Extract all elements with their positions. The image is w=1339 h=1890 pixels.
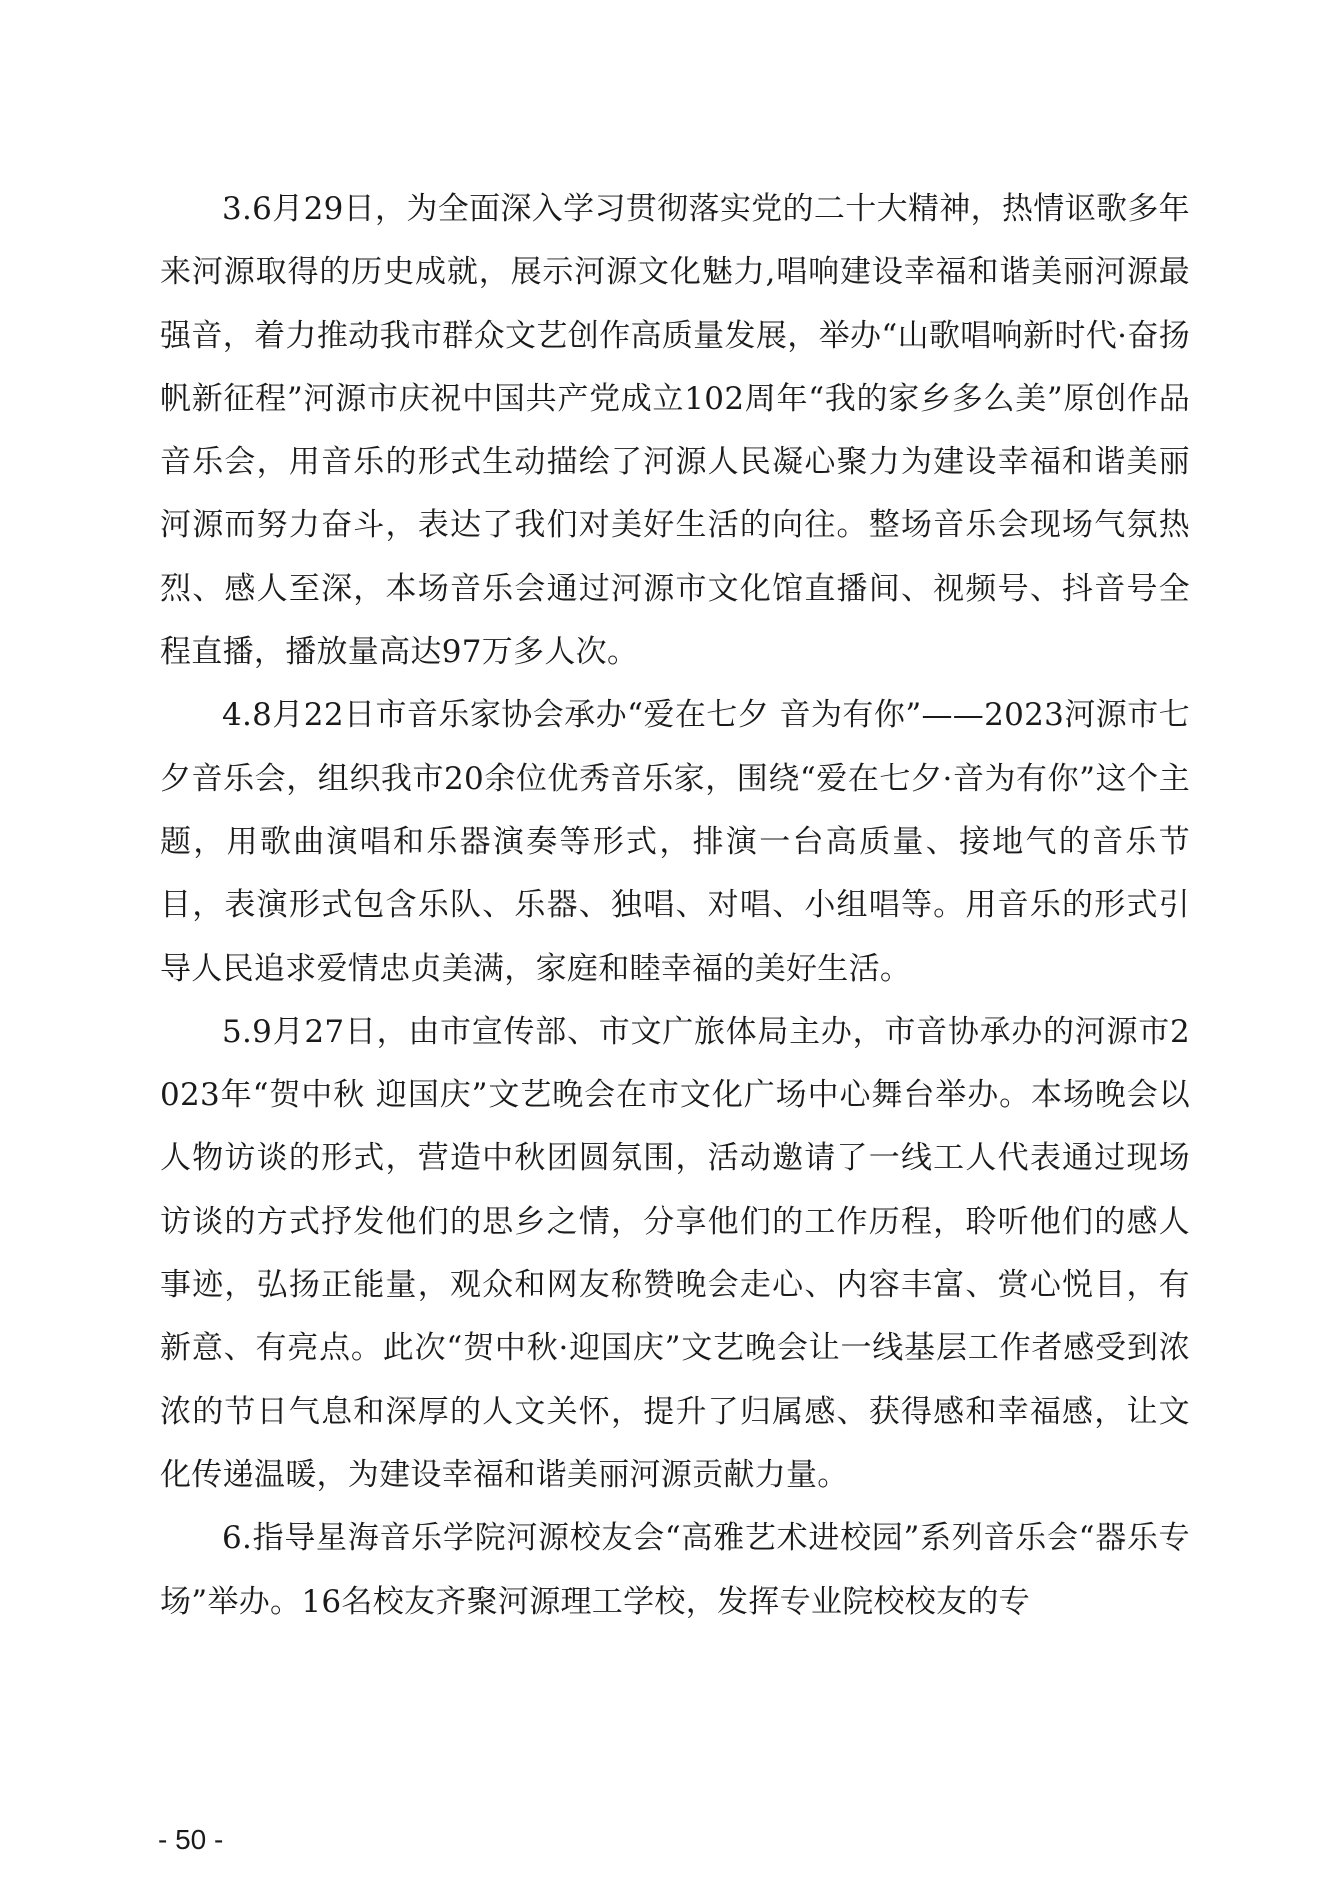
paragraph-6: 6.指导星海音乐学院河源校友会“高雅艺术进校园”系列音乐会“器乐专场”举办。16名校友齐聚河源理工学校，发挥专业院校校友的专 — [160, 1520, 1190, 1620]
body-text — [160, 178, 1190, 1634]
page-number: - 50 - — [158, 1824, 224, 1855]
paragraph-3: 3.6月29日，为全面深入学习贯彻落实党的二十大精神，热情讴歌多年来河源取得的历史成就，展示河源文化魅力,唱响建设幸福和谐美丽河源最强音，着力推动我市群众文艺创作高质量发展，举办“山歌唱响新时代·奋扬帆新征程”河源市庆祝中国共产党成立102周年“我的家乡多么美”原创作品音乐会，用音乐的形式生动描绘了河源人民凝心聚力为建设幸福和谐美丽河源而努力奋斗，表达了我们对美好生活的向往。整场音乐会现场气氛热烈、感人至深，本场音乐会通过河源市文化馆直播间、视频号、抖音号全程直播，播放量高达97万多人次。 — [160, 191, 1190, 671]
paragraph-4: 4.8月22日市音乐家协会承办“爱在七夕 音为有你”——2023河源市七夕音乐会，组织我市20余位优秀音乐家，围绕“爱在七夕·音为有你”这个主题，用歌曲演唱和乐器演奏等形式，排演一台高质量、接地气的音乐节目，表演形式包含乐队、乐器、独唱、对唱、小组唱等。用音乐的形式引导人民追求爱情忠贞美满，家庭和睦幸福的美好生活。 — [160, 697, 1190, 987]
paragraph-5: 5.9月27日，由市宣传部、市文广旅体局主办，市音协承办的河源市2023年“贺中秋 迎国庆”文艺晚会在市文化广场中心舞台举办。本场晚会以人物访谈的形式，营造中秋团圆氛围，活动邀请了一线工人代表通过现场访谈的方式抒发他们的思乡之情，分享他们的工作历程，聆听他们的感人事迹，弘扬正能量，观众和网友称赞晚会走心、内容丰富、赏心悦目，有新意、有亮点。此次“贺中秋·迎国庆”文艺晚会让一线基层工作者感受到浓浓的节日气息和深厚的人文关怀，提升了归属感、获得感和幸福感，让文化传递温暖，为建设幸福和谐美丽河源贡献力量。 — [160, 1013, 1190, 1493]
